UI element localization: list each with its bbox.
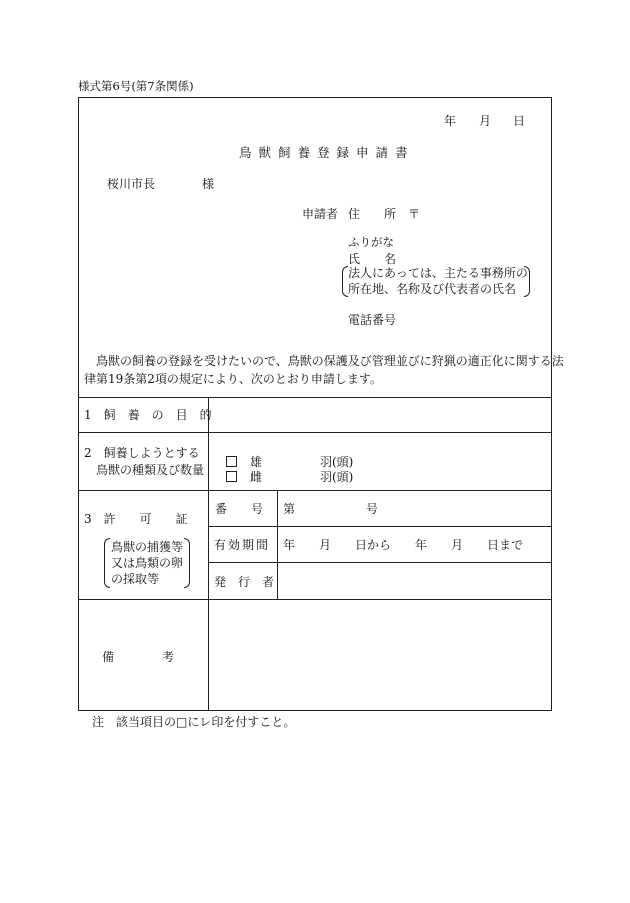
row-divider <box>208 562 552 563</box>
column-divider <box>277 490 278 599</box>
statement-line1: 鳥獣の飼養の登録を受けたいので、鳥獣の保護及び管理並びに狩猟の適正化に関する法 <box>96 354 564 368</box>
permit-label: 3 許 可 証 <box>84 512 188 526</box>
row-divider <box>208 526 552 527</box>
furigana-label: ふりがな <box>348 235 394 249</box>
permit-note-line3: の採取等 <box>111 572 160 586</box>
species-label-line1: 2 飼養しようとする <box>84 446 200 460</box>
permit-note-line1: 鳥獣の捕獲等 <box>111 540 184 554</box>
female-unit: 羽(頭) <box>320 470 354 484</box>
male-unit: 羽(頭) <box>320 455 354 469</box>
number-prefix: 第 <box>283 502 296 516</box>
date-day: 日 <box>513 114 526 128</box>
date-year: 年 <box>444 114 457 128</box>
row-divider <box>78 490 552 491</box>
remarks-label: 備 考 <box>102 650 175 664</box>
column-divider <box>208 397 209 711</box>
address-label: 住 所 <box>348 207 397 221</box>
permit-note-line2: 又は鳥類の卵 <box>111 556 184 570</box>
row-divider <box>78 599 552 600</box>
number-label: 番 号 <box>215 502 264 516</box>
row-divider <box>78 397 552 398</box>
validity-label: 有効期間 <box>214 538 271 552</box>
phone-label: 電話番号 <box>348 313 397 327</box>
form-number: 様式第6号(第7条関係) <box>78 79 194 93</box>
row-divider <box>78 432 552 433</box>
purpose-label: 1 飼 養 の 目 的 <box>84 408 212 422</box>
species-label-line2: 鳥獣の種類及び数量 <box>96 463 205 477</box>
page-title: 鳥獣飼養登録申請書 <box>239 145 415 160</box>
date-month: 月 <box>479 114 492 128</box>
permit-note-bracket-left <box>104 538 110 588</box>
issuer-label: 発 行 者 <box>214 575 275 589</box>
footnote: 注 該当項目の□にレ印を付すこと。 <box>92 715 296 729</box>
postal-mark: 〒 <box>408 207 421 221</box>
statement-line2: 律第19条第2項の規定により、次のとおり申請します。 <box>84 372 382 386</box>
permit-note-bracket-right <box>184 538 190 588</box>
addressee-honorific: 様 <box>202 177 215 191</box>
female-checkbox[interactable] <box>226 471 237 482</box>
number-suffix: 号 <box>366 502 379 516</box>
male-checkbox[interactable] <box>226 456 237 467</box>
corp-note-line1: 法人にあっては、主たる事務所の <box>348 266 528 280</box>
female-label: 雌 <box>250 470 263 484</box>
corp-note-bracket-right <box>524 266 530 297</box>
applicant-label: 申請者 <box>302 207 339 221</box>
male-label: 雄 <box>250 455 263 469</box>
validity-value: 年 月 日から 年 月 日まで <box>283 538 524 552</box>
addressee-name: 桜川市長 <box>107 177 156 191</box>
corp-note-line2: 所在地、名称及び代表者の氏名 <box>348 282 517 296</box>
name-label: 氏 名 <box>348 252 397 266</box>
